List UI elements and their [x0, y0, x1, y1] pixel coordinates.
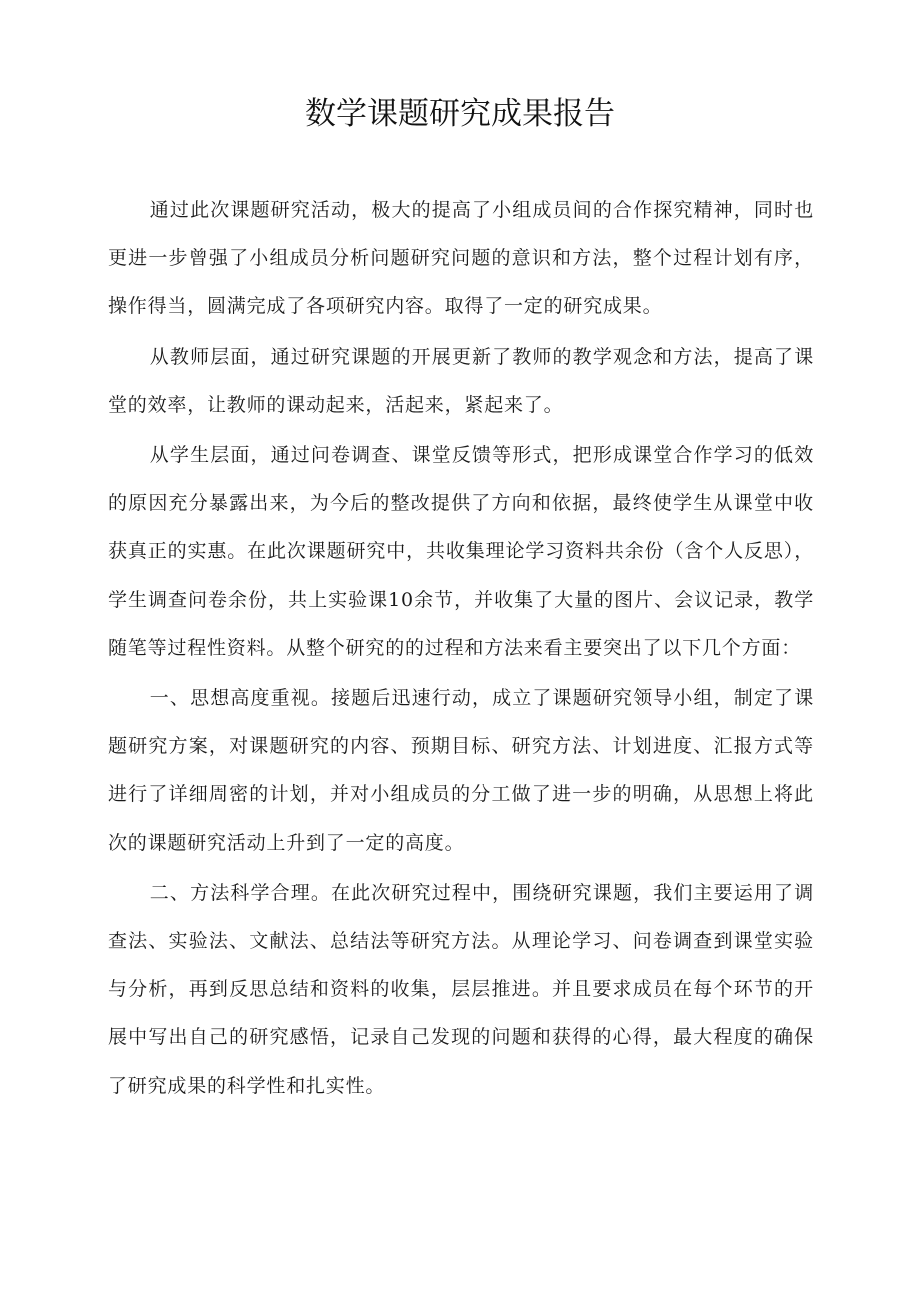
paragraph-student-level: 从学生层面，通过问卷调查、课堂反馈等形式，把形成课堂合作学习的低效的原因充分暴露出来，为今后的整改提供了方向和依据，最终使学生从课堂中收获真正的实惠。在此次课题研究中，共收集理论学习资料共余份（含个人反思），学生调查问卷余份，共上实验课10余节，并收集了大量的图片、会议记录，教学随笔等过程性资料。从整个研究的的过程和方法来看主要突出了以下几个方面： [108, 444, 814, 659]
document-body [108, 186, 814, 1110]
paragraph-point-two: 二、方法科学合理。在此次研究过程中，围绕研究课题，我们主要运用了调查法、实验法、文献法、总结法等研究方法。从理论学习、问卷调查到课堂实验与分析，再到反思总结和资料的收集，层层推进。并且要求成员在每个环节的开展中写出自己的研究感悟，记录自己发现的问题和获得的心得，最大程度的确保了研究成果的科学性和扎实性。 [108, 881, 814, 1097]
paragraph-summary: 通过此次课题研究活动，极大的提高了小组成员间的合作探究精神，同时也更进一步曾强了小组成员分析问题研究问题的意识和方法，整个过程计划有序，操作得当，圆满完成了各项研究内容。取得了一定的研究成果。 [108, 199, 814, 318]
document-title: 数学课题研究成果报告 [305, 96, 615, 132]
paragraph-point-one: 一、思想高度重视。接题后迅速行动，成立了课题研究领导小组，制定了课题研究方案，对课题研究的内容、预期目标、研究方法、计划进度、汇报方式等进行了详细周密的计划，并对小组成员的分工做了进一步的明确，从思想上将此次的课题研究活动上升到了一定的高度。 [108, 687, 814, 854]
paragraph-teacher-level: 从教师层面，通过研究课题的开展更新了教师的教学观念和方法，提高了课堂的效率，让教师的课动起来，活起来，紧起来了。 [108, 345, 814, 416]
